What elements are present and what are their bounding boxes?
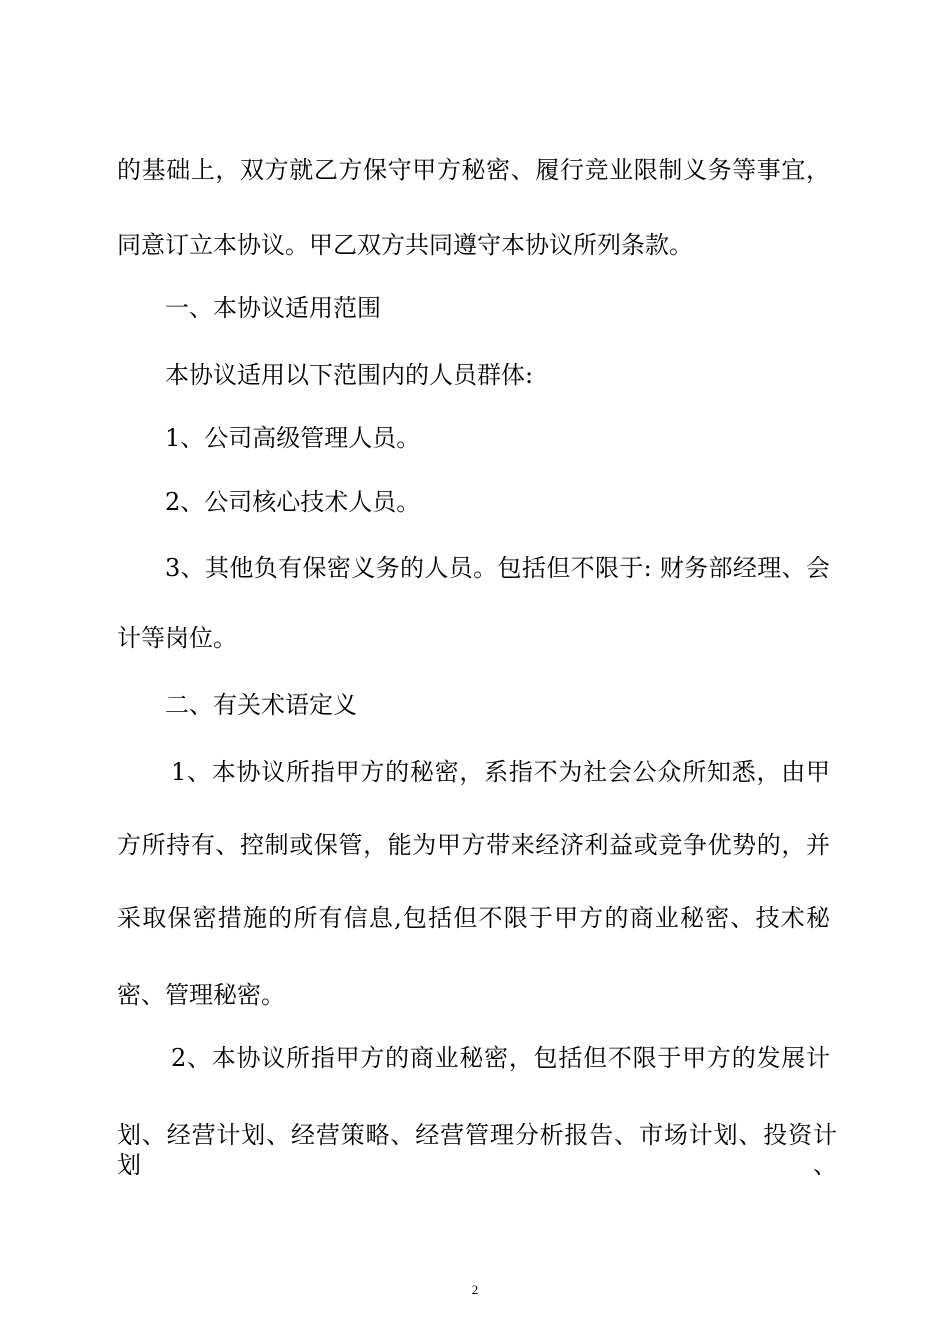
paragraph-line: 2、本协议所指甲方的商业秘密，包括但不限于甲方的发展计	[171, 1044, 830, 1072]
paragraph-line: 的基础上，双方就乙方保守甲方秘密、履行竞业限制义务等事宜，	[117, 156, 830, 184]
paragraph-line: 本协议适用以下范围内的人员群体:	[165, 361, 534, 389]
paragraph-line: 密、管理秘密。	[117, 981, 285, 1009]
paragraph-line: 采取保密措施的所有信息,包括但不限于甲方的商业秘密、技术秘	[117, 904, 830, 932]
paragraph-line: 划、经营计划、经营策略、经营管理分析报告、市场计划、投资计划、	[117, 1121, 837, 1179]
section-heading: 一、本协议适用范围	[165, 294, 381, 322]
section-heading: 二、有关术语定义	[165, 691, 357, 719]
list-item: 3、其他负有保密义务的人员。包括但不限于: 财务部经理、会	[165, 554, 830, 582]
paragraph-line: 方所持有、控制或保管，能为甲方带来经济利益或竞争优势的，并	[117, 831, 830, 859]
list-item: 2、公司核心技术人员。	[165, 488, 421, 516]
paragraph-line: 同意订立本协议。甲乙双方共同遵守本协议所列条款。	[117, 231, 693, 259]
page-number: 2	[471, 1282, 479, 1297]
paragraph-line: 计等岗位。	[117, 624, 237, 652]
paragraph-line: 1、本协议所指甲方的秘密，系指不为社会公众所知悉，由甲	[171, 758, 830, 786]
list-item: 1、公司高级管理人员。	[165, 424, 421, 452]
